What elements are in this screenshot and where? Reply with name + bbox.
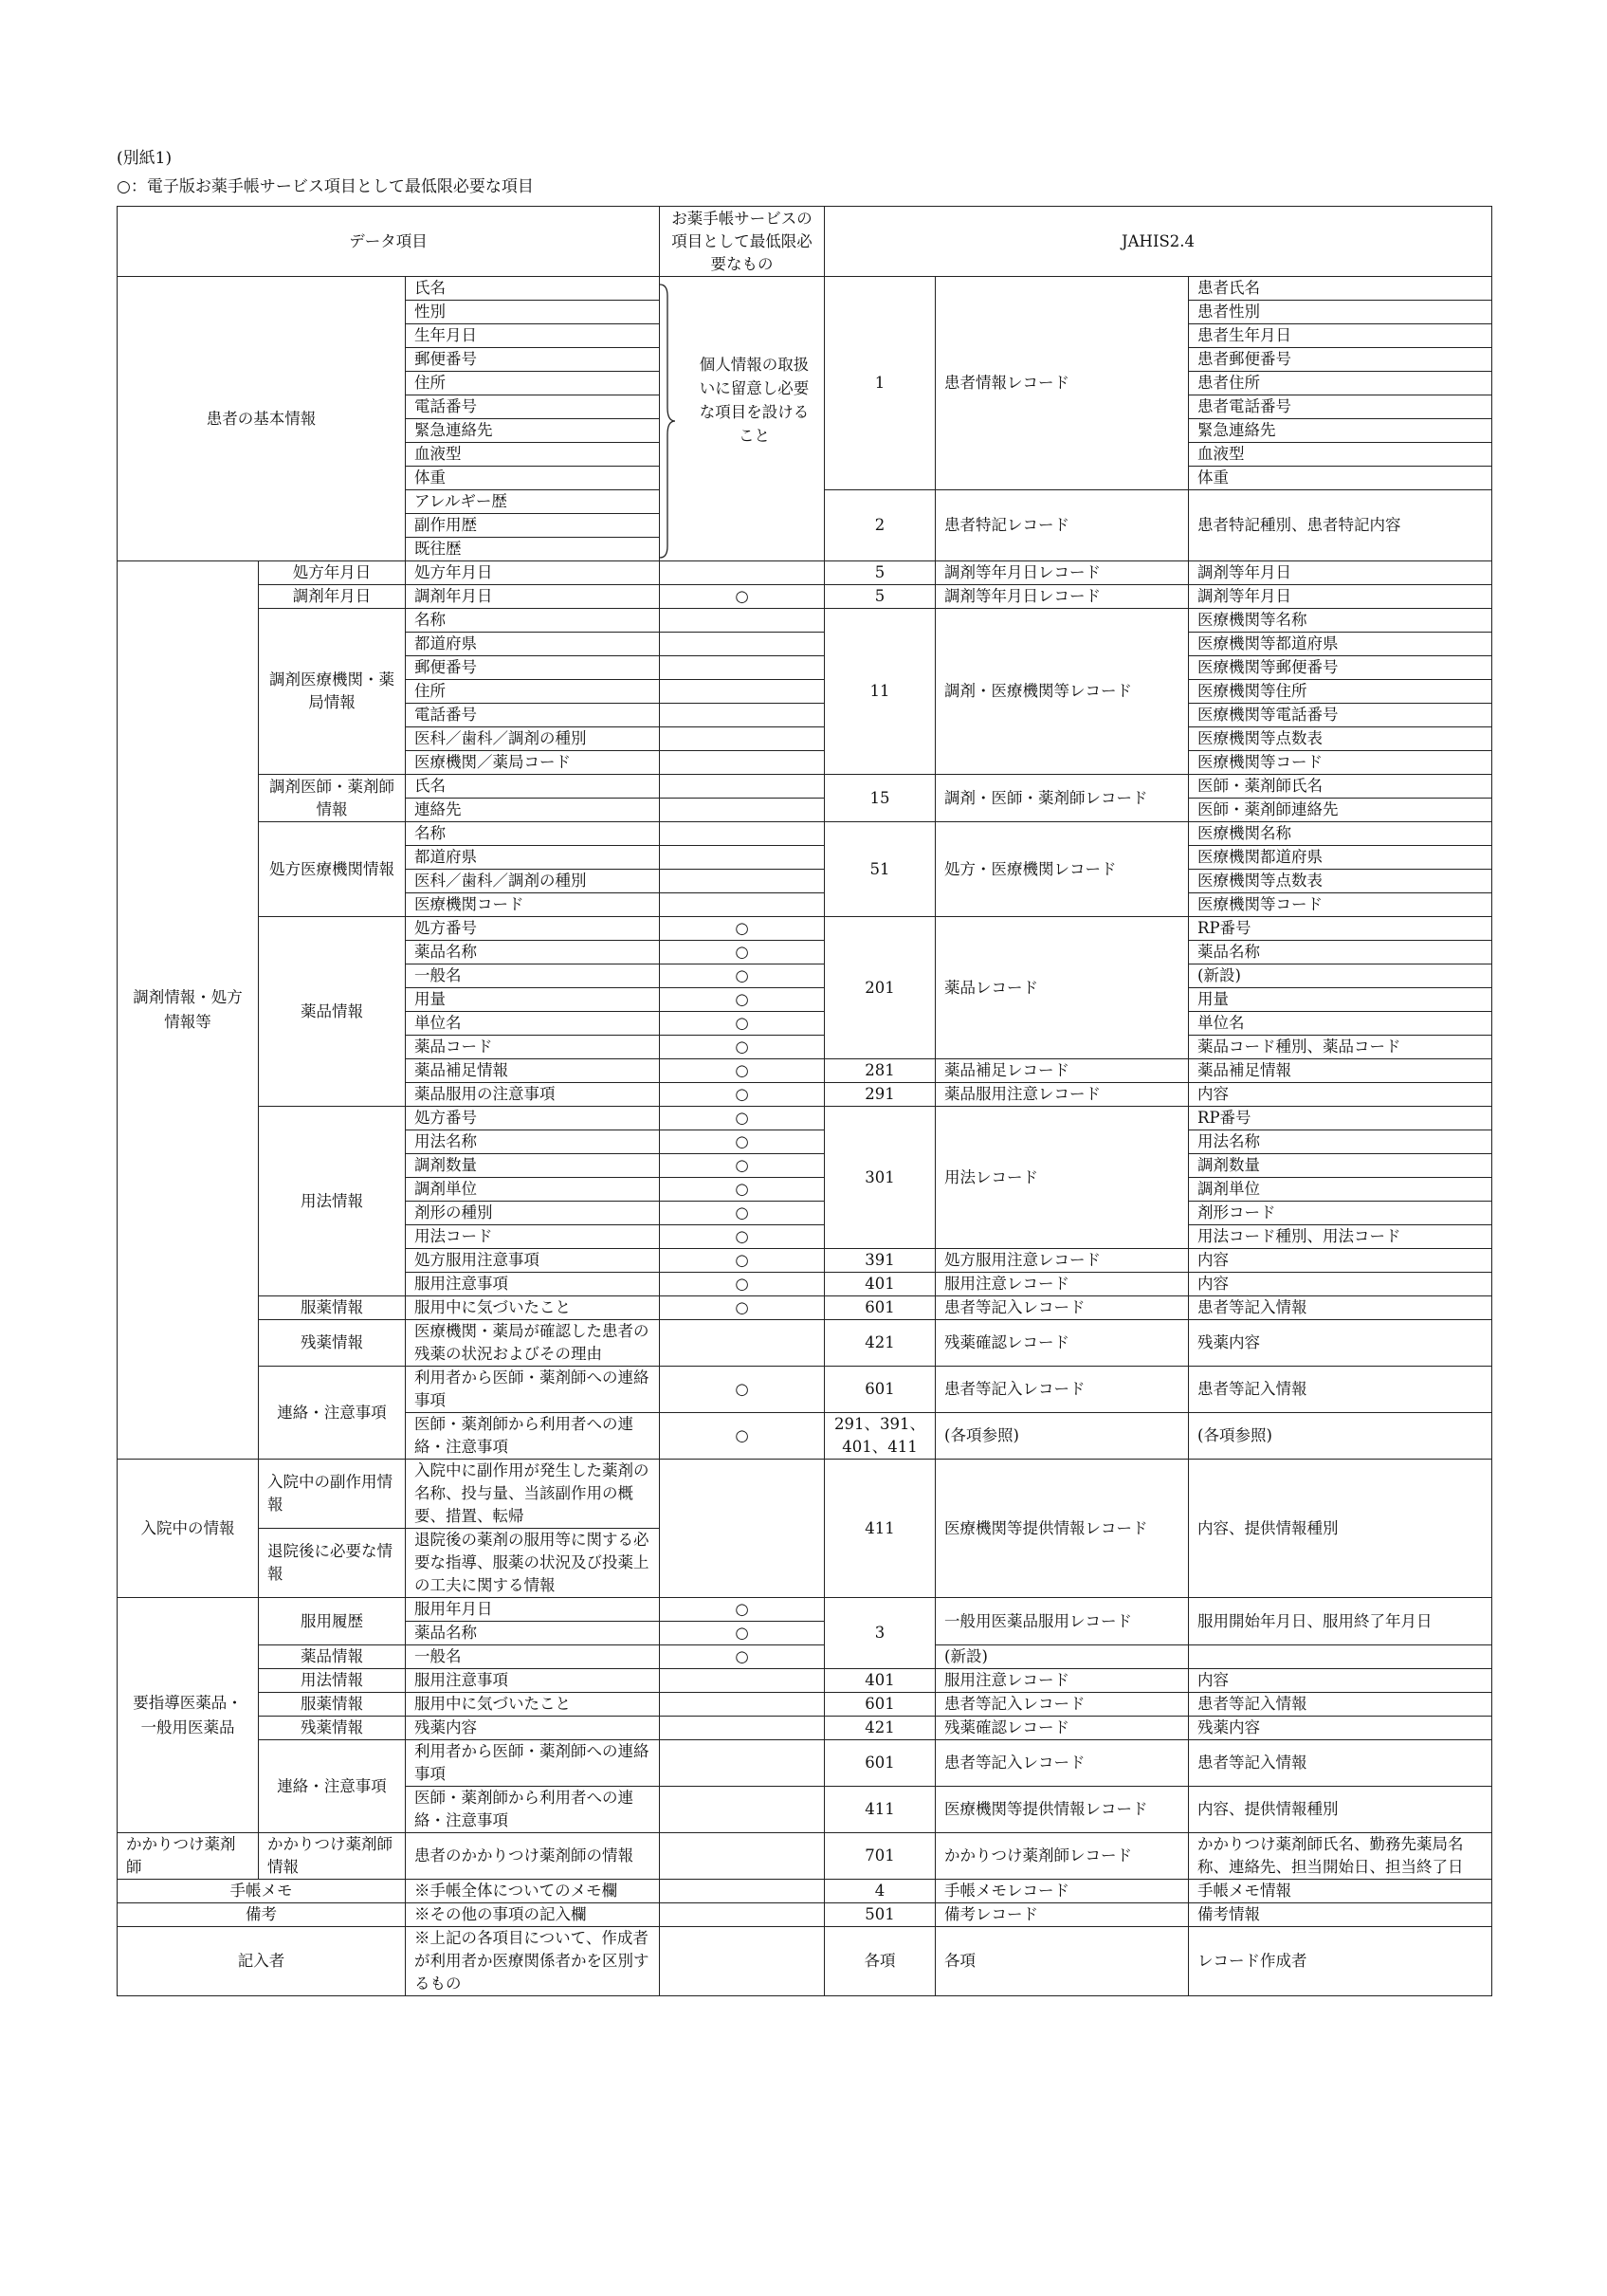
header-data-item: データ項目 — [118, 207, 660, 277]
field-cell: 体重 — [1189, 467, 1492, 490]
subcategory-cell: 残薬情報 — [259, 1320, 406, 1367]
item-cell: 調剤年月日 — [406, 585, 660, 609]
record-no: 391 — [825, 1249, 936, 1273]
subcategory-cell: 服薬情報 — [259, 1693, 406, 1717]
field-cell: 薬品補足情報 — [1189, 1059, 1492, 1083]
subcategory-cell: 調剤年月日 — [259, 585, 406, 609]
item-cell: 都道府県 — [406, 846, 660, 870]
record-name: 薬品服用注意レコード — [936, 1083, 1189, 1107]
record-no: 281 — [825, 1059, 936, 1083]
item-cell: 医療機関・薬局が確認した患者の残薬の状況およびその理由 — [406, 1320, 660, 1367]
record-name: 薬品レコード — [936, 917, 1189, 1059]
record-no: 201 — [825, 917, 936, 1059]
minimum-mark: ○ — [660, 1296, 825, 1320]
record-name: 患者等記入レコード — [936, 1296, 1189, 1320]
field-cell: 内容、提供情報種別 — [1189, 1460, 1492, 1598]
item-cell: 郵便番号 — [406, 348, 660, 372]
subcategory-cell: 残薬情報 — [259, 1717, 406, 1740]
record-name: 残薬確認レコード — [936, 1320, 1189, 1367]
table-row — [118, 277, 1492, 301]
field-cell: 残薬内容 — [1189, 1717, 1492, 1740]
field-cell: 患者特記種別、患者特記内容 — [1189, 490, 1492, 561]
minimum-mark: ○ — [660, 1107, 825, 1130]
field-cell: 医療機関等名称 — [1189, 609, 1492, 633]
item-cell: 用法名称 — [406, 1130, 660, 1154]
item-cell: 一般名 — [406, 1645, 660, 1669]
item-cell: ※上記の各項目について、作成者が利用者か医療関係者かを区別するもの — [406, 1927, 660, 1996]
record-no: 601 — [825, 1367, 936, 1413]
item-cell: 用量 — [406, 988, 660, 1012]
table-row — [118, 1717, 1492, 1740]
field-cell: 患者等記入情報 — [1189, 1367, 1492, 1413]
record-no: 2 — [825, 490, 936, 561]
record-no: 11 — [825, 609, 936, 775]
item-cell: 一般名 — [406, 964, 660, 988]
minimum-mark: ○ — [660, 1413, 825, 1460]
minimum-cell — [660, 799, 825, 822]
record-no: 1 — [825, 277, 936, 490]
record-no: 各項 — [825, 1927, 936, 1996]
minimum-cell — [660, 1880, 825, 1903]
field-cell: RP番号 — [1189, 1107, 1492, 1130]
record-no: 4 — [825, 1880, 936, 1903]
record-name: 調剤等年月日レコード — [936, 585, 1189, 609]
item-cell: 既往歴 — [406, 538, 660, 561]
document-header — [117, 144, 534, 201]
field-cell: 調剤等年月日 — [1189, 561, 1492, 585]
record-no: 421 — [825, 1320, 936, 1367]
item-cell: ※手帳全体についてのメモ欄 — [406, 1880, 660, 1903]
header-jahis: JAHIS2.4 — [825, 207, 1492, 277]
minimum-cell — [660, 870, 825, 893]
item-cell: 服用注意事項 — [406, 1669, 660, 1693]
field-cell: 調剤単位 — [1189, 1178, 1492, 1202]
minimum-cell — [660, 846, 825, 870]
field-cell: 用量 — [1189, 988, 1492, 1012]
item-cell: 利用者から医師・薬剤師への連絡事項 — [406, 1367, 660, 1413]
item-cell: 処方番号 — [406, 1107, 660, 1130]
field-cell: 内容 — [1189, 1083, 1492, 1107]
field-cell: 血液型 — [1189, 443, 1492, 467]
item-cell: 薬品名称 — [406, 1622, 660, 1645]
minimum-cell — [660, 633, 825, 656]
record-no: 291 — [825, 1083, 936, 1107]
record-name: 各項 — [936, 1927, 1189, 1996]
category-kakaritsuke: かかりつけ薬剤師 — [118, 1833, 259, 1880]
field-cell: 医療機関等点数表 — [1189, 870, 1492, 893]
item-cell: 医師・薬剤師から利用者への連絡・注意事項 — [406, 1787, 660, 1833]
minimum-cell — [660, 561, 825, 585]
record-no: 411 — [825, 1787, 936, 1833]
brace-icon — [660, 283, 677, 560]
item-cell: 単位名 — [406, 1012, 660, 1036]
item-cell: 服用中に気づいたこと — [406, 1296, 660, 1320]
record-name: 調剤等年月日レコード — [936, 561, 1189, 585]
record-name: 患者等記入レコード — [936, 1740, 1189, 1787]
item-cell: 緊急連絡先 — [406, 419, 660, 443]
subcategory-cell: 用法情報 — [259, 1669, 406, 1693]
minimum-cell — [660, 1740, 825, 1787]
record-name: 残薬確認レコード — [936, 1717, 1189, 1740]
table-row — [118, 561, 1492, 585]
minimum-mark: ○ — [660, 1083, 825, 1107]
item-cell: 調剤単位 — [406, 1178, 660, 1202]
minimum-mark: ○ — [660, 1273, 825, 1296]
item-cell: 副作用歴 — [406, 514, 660, 538]
record-name: 服用注意レコード — [936, 1273, 1189, 1296]
minimum-mark: ○ — [660, 1225, 825, 1249]
minimum-mark: ○ — [660, 1130, 825, 1154]
item-cell: 性別 — [406, 301, 660, 324]
field-cell: 患者等記入情報 — [1189, 1740, 1492, 1787]
record-name: 調剤・医療機関等レコード — [936, 609, 1189, 775]
field-cell: 内容、提供情報種別 — [1189, 1787, 1492, 1833]
field-cell: 単位名 — [1189, 1012, 1492, 1036]
minimum-mark: ○ — [660, 1012, 825, 1036]
personal-info-note: 個人情報の取扱いに留意し必要な項目を設けること — [699, 356, 810, 445]
field-cell: (新設) — [1189, 964, 1492, 988]
field-cell: 残薬内容 — [1189, 1320, 1492, 1367]
field-cell: 剤形コード — [1189, 1202, 1492, 1225]
record-name: 患者情報レコード — [936, 277, 1189, 490]
field-cell: 内容 — [1189, 1249, 1492, 1273]
minimum-mark: ○ — [660, 1036, 825, 1059]
subcategory-cell: 服用履歴 — [259, 1598, 406, 1645]
table-row — [118, 1880, 1492, 1903]
subcategory-cell: 連絡・注意事項 — [259, 1367, 406, 1460]
table-header-row — [118, 207, 1492, 277]
minimum-mark: ○ — [660, 1622, 825, 1645]
subcategory-cell: 処方年月日 — [259, 561, 406, 585]
table-row — [118, 822, 1492, 846]
minimum-mark: ○ — [660, 941, 825, 964]
minimum-mark: ○ — [660, 988, 825, 1012]
record-no: 51 — [825, 822, 936, 917]
subcategory-cell: 服薬情報 — [259, 1296, 406, 1320]
category-author: 記入者 — [118, 1927, 406, 1996]
legend-text: ○：電子版お薬手帳サービス項目として最低限必要な項目 — [117, 177, 534, 196]
record-name: 処方服用注意レコード — [936, 1249, 1189, 1273]
field-cell: 患者等記入情報 — [1189, 1693, 1492, 1717]
minimum-cell — [660, 822, 825, 846]
item-cell: 薬品服用の注意事項 — [406, 1083, 660, 1107]
data-items-table — [117, 206, 1492, 1996]
item-cell: 血液型 — [406, 443, 660, 467]
record-no: 411 — [825, 1460, 936, 1598]
minimum-mark: ○ — [660, 1645, 825, 1669]
category-inpatient: 入院中の情報 — [118, 1460, 259, 1598]
item-cell: 医科／歯科／調剤の種別 — [406, 727, 660, 751]
field-cell: 医療機関都道府県 — [1189, 846, 1492, 870]
field-cell: 薬品コード種別、薬品コード — [1189, 1036, 1492, 1059]
record-name: 処方・医療機関レコード — [936, 822, 1189, 917]
item-cell: 連絡先 — [406, 799, 660, 822]
record-no: 3 — [825, 1598, 936, 1669]
record-name: 備考レコード — [936, 1903, 1189, 1927]
record-name: 医療機関等提供情報レコード — [936, 1460, 1189, 1598]
minimum-cell — [660, 751, 825, 775]
field-cell: レコード作成者 — [1189, 1927, 1492, 1996]
minimum-mark: ○ — [660, 1249, 825, 1273]
item-cell: 残薬内容 — [406, 1717, 660, 1740]
item-cell: 患者のかかりつけ薬剤師の情報 — [406, 1833, 660, 1880]
item-cell: 退院後の薬剤の服用等に関する必要な指導、服薬の状況及び投薬上の工夫に関する情報 — [406, 1529, 660, 1598]
field-cell: 患者氏名 — [1189, 277, 1492, 301]
item-cell: 服用年月日 — [406, 1598, 660, 1622]
field-cell: 調剤等年月日 — [1189, 585, 1492, 609]
minimum-mark: ○ — [660, 1202, 825, 1225]
item-cell: 薬品名称 — [406, 941, 660, 964]
field-cell: 調剤数量 — [1189, 1154, 1492, 1178]
record-name: 用法レコード — [936, 1107, 1189, 1249]
table-row — [118, 1669, 1492, 1693]
subcategory-cell: かかりつけ薬剤師情報 — [259, 1833, 406, 1880]
minimum-cell — [660, 1669, 825, 1693]
minimum-cell — [660, 1320, 825, 1367]
item-cell: 郵便番号 — [406, 656, 660, 680]
item-cell: ※その他の事項の記入欄 — [406, 1903, 660, 1927]
minimum-cell — [660, 1460, 825, 1598]
subcategory-cell: 調剤医師・薬剤師情報 — [259, 775, 406, 822]
record-name: 一般用医薬品服用レコード — [936, 1598, 1189, 1645]
record-no: 601 — [825, 1740, 936, 1787]
field-cell — [1189, 1645, 1492, 1669]
field-cell: 医療機関等点数表 — [1189, 727, 1492, 751]
subcategory-cell: 連絡・注意事項 — [259, 1740, 406, 1833]
record-name: 服用注意レコード — [936, 1669, 1189, 1693]
item-cell: 処方服用注意事項 — [406, 1249, 660, 1273]
table-row — [118, 1693, 1492, 1717]
item-cell: 住所 — [406, 372, 660, 395]
field-cell: 手帳メモ情報 — [1189, 1880, 1492, 1903]
field-cell: 医師・薬剤師氏名 — [1189, 775, 1492, 799]
table-row — [118, 1903, 1492, 1927]
field-cell: 医療機関名称 — [1189, 822, 1492, 846]
table-row — [118, 1598, 1492, 1622]
category-patient: 患者の基本情報 — [118, 277, 406, 561]
subcategory-cell: 薬品情報 — [259, 1645, 406, 1669]
record-no: 301 — [825, 1107, 936, 1249]
subcategory-cell: 退院後に必要な情報 — [259, 1529, 406, 1598]
minimum-cell — [660, 1717, 825, 1740]
field-cell: 患者性別 — [1189, 301, 1492, 324]
item-cell: 生年月日 — [406, 324, 660, 348]
record-no: 421 — [825, 1717, 936, 1740]
record-name: (各項参照) — [936, 1413, 1189, 1460]
subcategory-cell: 入院中の副作用情報 — [259, 1460, 406, 1529]
minimum-mark: ○ — [660, 1154, 825, 1178]
table-row — [118, 1645, 1492, 1669]
record-no: 601 — [825, 1296, 936, 1320]
minimum-cell — [660, 609, 825, 633]
minimum-cell — [660, 1787, 825, 1833]
field-cell: 内容 — [1189, 1669, 1492, 1693]
record-no: 601 — [825, 1693, 936, 1717]
field-cell: 患者電話番号 — [1189, 395, 1492, 419]
header-minimum: お薬手帳サービスの項目として最低限必要なもの — [660, 207, 825, 277]
field-cell: 備考情報 — [1189, 1903, 1492, 1927]
record-no: 401 — [825, 1669, 936, 1693]
minimum-cell — [660, 704, 825, 727]
record-no: 401 — [825, 1273, 936, 1296]
category-memo: 手帳メモ — [118, 1880, 406, 1903]
subcategory-cell: 薬品情報 — [259, 917, 406, 1107]
item-cell: 氏名 — [406, 277, 660, 301]
minimum-mark: ○ — [660, 917, 825, 941]
item-cell: 薬品コード — [406, 1036, 660, 1059]
field-cell: 患者住所 — [1189, 372, 1492, 395]
minimum-cell — [660, 775, 825, 799]
minimum-mark: ○ — [660, 1178, 825, 1202]
item-cell: 処方年月日 — [406, 561, 660, 585]
minimum-mark: ○ — [660, 1598, 825, 1622]
minimum-mark: ○ — [660, 1367, 825, 1413]
record-no: 5 — [825, 585, 936, 609]
table-row — [118, 609, 1492, 633]
table-row — [118, 775, 1492, 799]
item-cell: 用法コード — [406, 1225, 660, 1249]
field-cell: 医療機関等郵便番号 — [1189, 656, 1492, 680]
item-cell: 医師・薬剤師から利用者への連絡・注意事項 — [406, 1413, 660, 1460]
item-cell: 医科／歯科／調剤の種別 — [406, 870, 660, 893]
minimum-cell — [660, 1903, 825, 1927]
record-no: 291、391、401、411 — [825, 1413, 936, 1460]
record-no: 5 — [825, 561, 936, 585]
category-otc: 要指導医薬品・一般用医薬品 — [118, 1598, 259, 1833]
minimum-cell — [660, 893, 825, 917]
item-cell: 名称 — [406, 609, 660, 633]
field-cell: 服用開始年月日、服用終了年月日 — [1189, 1598, 1492, 1645]
minimum-cell — [660, 727, 825, 751]
record-name: (新設) — [936, 1645, 1189, 1669]
record-no: 501 — [825, 1903, 936, 1927]
item-cell: アレルギー歴 — [406, 490, 660, 514]
field-cell: (各項参照) — [1189, 1413, 1492, 1460]
minimum-mark: ○ — [660, 585, 825, 609]
field-cell: 患者生年月日 — [1189, 324, 1492, 348]
category-dispensing: 調剤情報・処方情報等 — [118, 561, 259, 1460]
record-no: 15 — [825, 775, 936, 822]
record-name: 調剤・医師・薬剤師レコード — [936, 775, 1189, 822]
record-no: 701 — [825, 1833, 936, 1880]
item-cell: 剤形の種別 — [406, 1202, 660, 1225]
field-cell: 医療機関等コード — [1189, 751, 1492, 775]
item-cell: 電話番号 — [406, 395, 660, 419]
record-name: 医療機関等提供情報レコード — [936, 1787, 1189, 1833]
minimum-cell — [660, 1927, 825, 1996]
field-cell: 薬品名称 — [1189, 941, 1492, 964]
record-name: 患者特記レコード — [936, 490, 1189, 561]
record-name: 患者等記入レコード — [936, 1693, 1189, 1717]
record-name: かかりつけ薬剤師レコード — [936, 1833, 1189, 1880]
personal-info-note-cell — [660, 277, 825, 561]
minimum-cell — [660, 656, 825, 680]
attachment-label: (別紙1) — [117, 149, 173, 168]
item-cell: 医療機関／薬局コード — [406, 751, 660, 775]
table-row — [118, 917, 1492, 941]
item-cell: 体重 — [406, 467, 660, 490]
table-row — [118, 1107, 1492, 1130]
item-cell: 服用注意事項 — [406, 1273, 660, 1296]
category-remarks: 備考 — [118, 1903, 406, 1927]
field-cell: 緊急連絡先 — [1189, 419, 1492, 443]
field-cell: 内容 — [1189, 1273, 1492, 1296]
item-cell: 都道府県 — [406, 633, 660, 656]
field-cell: RP番号 — [1189, 917, 1492, 941]
item-cell: 名称 — [406, 822, 660, 846]
item-cell: 医療機関コード — [406, 893, 660, 917]
item-cell: 入院中に副作用が発生した薬剤の名称、投与量、当該副作用の概要、措置、転帰 — [406, 1460, 660, 1529]
field-cell: 用法名称 — [1189, 1130, 1492, 1154]
subcategory-cell: 用法情報 — [259, 1107, 406, 1296]
field-cell: かかりつけ薬剤師氏名、勤務先薬局名称、連絡先、担当開始日、担当終了日 — [1189, 1833, 1492, 1880]
table-row — [118, 585, 1492, 609]
item-cell: 氏名 — [406, 775, 660, 799]
field-cell: 医療機関等コード — [1189, 893, 1492, 917]
item-cell: 服用中に気づいたこと — [406, 1693, 660, 1717]
subcategory-cell: 調剤医療機関・薬局情報 — [259, 609, 406, 775]
minimum-cell — [660, 1693, 825, 1717]
subcategory-cell: 処方医療機関情報 — [259, 822, 406, 917]
item-cell: 調剤数量 — [406, 1154, 660, 1178]
minimum-mark: ○ — [660, 1059, 825, 1083]
item-cell: 処方番号 — [406, 917, 660, 941]
field-cell: 医療機関等住所 — [1189, 680, 1492, 704]
record-name: 薬品補足レコード — [936, 1059, 1189, 1083]
minimum-mark: ○ — [660, 964, 825, 988]
record-name: 手帳メモレコード — [936, 1880, 1189, 1903]
item-cell: 住所 — [406, 680, 660, 704]
field-cell: 用法コード種別、用法コード — [1189, 1225, 1492, 1249]
item-cell: 利用者から医師・薬剤師への連絡事項 — [406, 1740, 660, 1787]
table-row — [118, 1296, 1492, 1320]
minimum-cell — [660, 1833, 825, 1880]
field-cell: 患者郵便番号 — [1189, 348, 1492, 372]
minimum-cell — [660, 680, 825, 704]
item-cell: 電話番号 — [406, 704, 660, 727]
field-cell: 医療機関等電話番号 — [1189, 704, 1492, 727]
field-cell: 患者等記入情報 — [1189, 1296, 1492, 1320]
field-cell: 医療機関等都道府県 — [1189, 633, 1492, 656]
record-name: 患者等記入レコード — [936, 1367, 1189, 1413]
field-cell: 医師・薬剤師連絡先 — [1189, 799, 1492, 822]
item-cell: 薬品補足情報 — [406, 1059, 660, 1083]
